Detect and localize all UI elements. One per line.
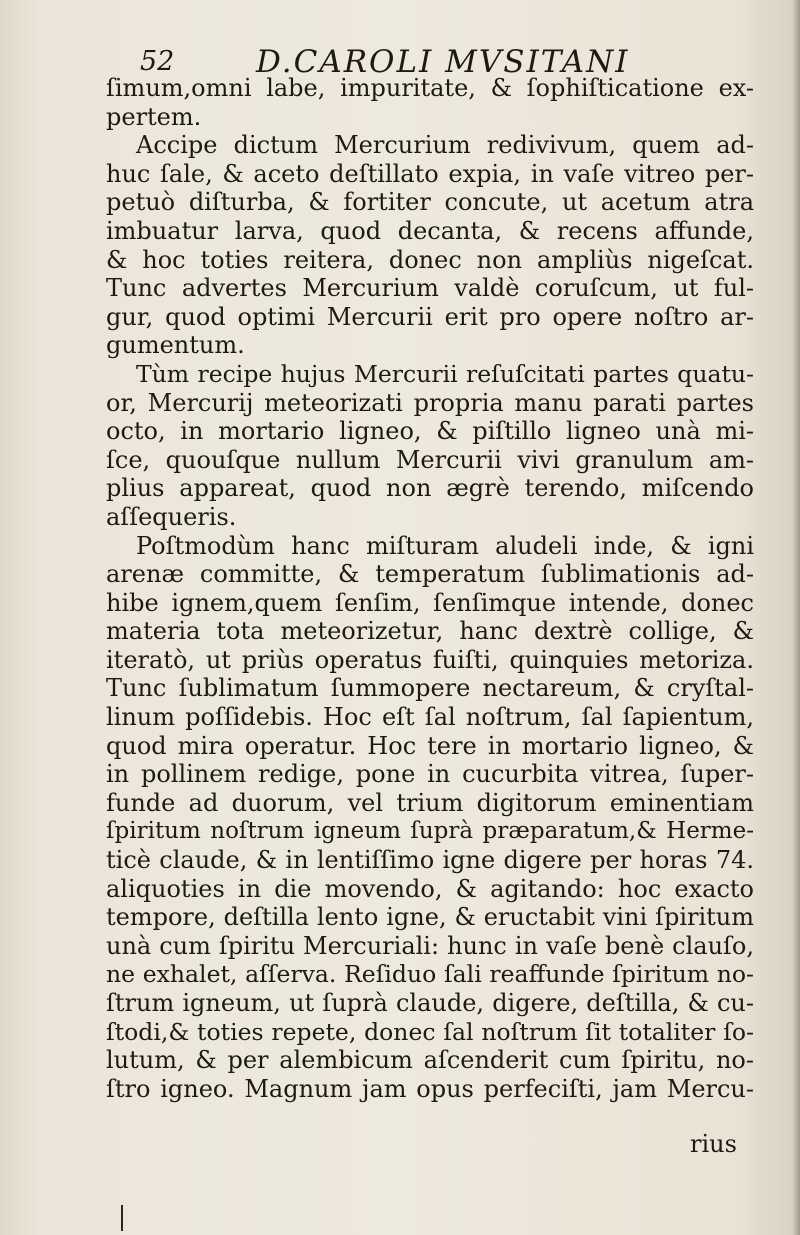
text-line: hibe ignem,quem ſenſim, ſenſimque intende, donec (106, 588, 754, 617)
text-line: ſpiritum noſtrum igneum ſuprà præparatum,& Herme- (106, 818, 754, 845)
text-line: ſtro igneo. Magnum jam opus perfeciſti, jam Mercu- (106, 1074, 754, 1103)
text-line: aſſequeris. (106, 502, 237, 531)
text-line: octo, in mortario ligneo, & piſtillo ligneo unà mi- (106, 417, 754, 446)
text-line: gur, quod optimi Mercurii erit pro opere noſtro ar- (106, 302, 754, 331)
text-line: Poſtmodùm hanc miſturam aludeli inde, & igni (136, 531, 754, 560)
text-line: quod mira operatur. Hoc tere in mortario ligneo, & (106, 731, 754, 760)
text-line: huc ſale, & aceto deſtillato expia, in vaſe vitreo per- (106, 159, 754, 188)
text-line: aliquoties in die movendo, & agitando: hoc exacto (106, 874, 754, 903)
body-text (106, 74, 754, 1103)
text-line: pertem. (106, 102, 202, 131)
text-line: in pollinem redige, pone in cucurbita vitrea, ſuper- (106, 760, 754, 789)
text-line: linum poſſidebis. Hoc eſt ſal noſtrum, ſal ſapientum, (106, 703, 754, 732)
text-line: funde ad duorum, vel trium digitorum eminentiam (106, 788, 754, 817)
text-line: iteratò, ut priùs operatus fuiſti, quinquies metoriza. (106, 645, 754, 674)
text-line: ſimum,omni labe, impuritate, & ſophiſticatione ex- (106, 74, 754, 102)
text-line: ſtrum igneum, ut ſuprà claude, digere, deſtilla, & cu- (106, 989, 754, 1017)
text-line: ticè claude, & in lentiſſimo igne digere per horas 74. (106, 846, 754, 875)
catchword: rius (690, 1130, 737, 1158)
text-line: or, Mercurij meteorizati propria manu parati partes (106, 388, 754, 417)
margin-mark (121, 1205, 123, 1231)
text-line: Tunc advertes Mercurium valdè coruſcum, ut ful- (106, 274, 754, 303)
text-line: ſce, quouſque nullum Mercurii vivi granulum am- (106, 445, 754, 474)
text-line: unà cum ſpiritu Mercuriali: hunc in vaſe benè clauſo, (106, 931, 754, 960)
text-line: & hoc toties reitera, donec non ampliùs nigeſcat. (106, 245, 754, 274)
text-line: Tunc ſublimatum ſummopere nectareum, & cryſtal- (106, 674, 754, 703)
text-line: plius appareat, quod non ægrè terendo, miſcendo (106, 474, 754, 503)
page-edge-shadow (792, 0, 800, 1235)
text-line: tempore, deſtilla lento igne, & eructabit vini ſpiritum (106, 903, 754, 932)
text-line: petuò diſturba, & fortiter concute, ut acetum atra (106, 188, 754, 217)
running-head: D.CAROLI MVSITANI (256, 44, 630, 80)
text-line: ne exhalet, aſſerva. Reſiduo ſali reaffunde ſpiritum no- (106, 960, 754, 989)
text-line: lutum, & per alembicum aſcenderit cum ſpiritu, no- (106, 1046, 754, 1075)
text-line: ſtodi,& toties repete, donec ſal noſtrum ſit totaliter ſo- (106, 1017, 754, 1046)
text-line: gumentum. (106, 331, 245, 360)
text-line: imbuatur larva, quod decanta, & recens affunde, (106, 216, 754, 245)
page-number: 52 (140, 46, 175, 77)
text-line: arenæ committe, & temperatum ſublimationis ad- (106, 560, 754, 589)
text-line: Tùm recipe hujus Mercurii reſuſcitati partes quatu- (136, 359, 754, 388)
text-line: Accipe dictum Mercurium redivivum, quem ad- (136, 131, 754, 160)
text-line: materia tota meteorizetur, hanc dextrè collige, & (106, 617, 754, 646)
